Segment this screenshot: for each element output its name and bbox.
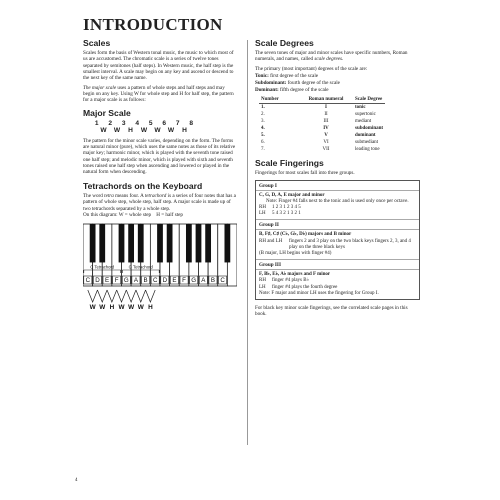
black-key <box>205 224 211 262</box>
degree-cell: subdominant <box>355 125 384 131</box>
group-3-body <box>256 270 419 299</box>
major-scale-numbers <box>90 120 237 127</box>
degree-cell: supertonic <box>355 111 376 117</box>
roman-cell: I <box>325 104 327 110</box>
number-cell: 3. <box>261 118 265 124</box>
rh-label: RH <box>259 205 266 211</box>
dominant-label: Dominant: <box>255 87 279 94</box>
step-label: W <box>128 304 135 312</box>
column-divider <box>247 40 248 445</box>
group-2-body <box>256 230 419 259</box>
group-1-lh <box>259 211 416 217</box>
group-1-note: Note: Finger #4 falls next to the tonic and is used only once per octave. <box>266 198 409 204</box>
step-label: H <box>148 304 153 312</box>
right-column <box>255 38 420 321</box>
major-scale-term: The major scale <box>83 84 117 91</box>
table-row <box>259 139 385 146</box>
group-3-rh-fingering: finger #4 plays B♭ <box>272 278 309 284</box>
tetrachord-term: tetrachord <box>144 192 167 199</box>
group-2-keys: B, F♯, C♯ (C♭, G♭, D♭) majors and B minor <box>259 232 352 238</box>
tetra-text-c: is a series of four notes that has a pattern of whole step, whole step, half step. A major scale is made up of two tetrachords separated by a whole step. <box>83 192 236 212</box>
degree-cell: submediant <box>355 140 379 146</box>
scale-step: W <box>140 126 148 134</box>
tetrachord-label: G Tetrachord <box>128 264 153 270</box>
scale-degrees-table <box>259 97 385 154</box>
tetrachords-paragraph-1 <box>83 193 237 212</box>
tetrachords-heading: Tetrachords on the Keyboard <box>83 180 203 191</box>
group-1-rh-fingering: 1 2 3 1 2 3 4 5 <box>272 205 301 211</box>
roman-cell: VII <box>322 147 330 153</box>
subdominant-text: fourth degree of the scale <box>286 80 340 87</box>
black-key <box>196 224 202 262</box>
note-name: F <box>182 277 186 285</box>
group-1-body <box>256 191 419 220</box>
note-name: D <box>95 277 100 285</box>
group-2-note: (B major, LH begins with finger #4) <box>259 251 332 257</box>
table-row <box>259 132 385 139</box>
scales-paragraph-2-text: uses a pattern of whole steps and half steps and may begin on any key. Using W for whole step and H for half step, the pattern for a major scale is as follows: <box>83 84 234 104</box>
scale-degrees-paragraph-2: The primary (most important) degrees of the scale are: <box>255 65 368 72</box>
roman-cell: V <box>324 133 328 139</box>
scale-number: 8 <box>189 119 194 127</box>
table-header-number: Number <box>259 97 299 104</box>
note-name: B <box>143 277 148 285</box>
rh-label: RH <box>259 278 266 284</box>
scale-step: W <box>113 126 121 134</box>
group-3-note: Note: F major and minor LH uses the fingering for Group I. <box>259 290 379 296</box>
subdominant-label: Subdominant: <box>255 80 287 87</box>
scale-number: 2 <box>108 119 113 127</box>
tetra-text-b: means four. A <box>113 192 145 199</box>
closing-paragraph: For black key minor scale fingerings, see the correlated scale pages in this book. <box>255 305 408 318</box>
number-cell: 6. <box>261 140 265 146</box>
step-label: H <box>109 304 115 312</box>
note-name: E <box>172 277 177 285</box>
table-header-degree: Scale Degree <box>353 97 385 104</box>
scale-step: W <box>167 126 175 134</box>
major-scale-steps <box>90 127 237 134</box>
black-key <box>128 224 134 262</box>
note-name: E <box>104 277 110 285</box>
black-key <box>186 224 192 262</box>
page-number: 4 <box>75 478 78 483</box>
number-cell: 2. <box>261 111 265 117</box>
black-key <box>99 224 105 262</box>
scale-number: 3 <box>121 119 126 127</box>
lh-label: LH <box>259 211 266 217</box>
step-connector <box>117 290 127 302</box>
scale-step: W <box>154 126 161 134</box>
tonic-label: Tonic: <box>255 73 269 80</box>
note-name: A <box>201 277 206 285</box>
note-name: G <box>191 277 197 285</box>
group-3-lh-fingering: finger #4 plays the fourth degree <box>272 284 338 290</box>
step-label: W <box>118 304 125 312</box>
table-row <box>259 146 385 153</box>
note-name: F <box>114 277 119 285</box>
note-name: C <box>85 277 91 285</box>
note-name: D <box>162 277 168 285</box>
degree-cell: leading tone <box>355 147 380 153</box>
major-scale-heading: Major Scale <box>83 107 131 118</box>
step-connector <box>88 290 98 302</box>
table-header-roman: Roman numeral <box>299 97 353 104</box>
step-connector <box>97 290 107 302</box>
table-row <box>259 111 385 118</box>
scale-step: H <box>182 126 187 134</box>
scale-number: 1 <box>94 119 99 127</box>
number-cell: 1. <box>261 104 265 110</box>
step-connector <box>126 290 136 302</box>
black-key <box>157 224 163 262</box>
step-connector <box>146 290 156 302</box>
group-1-keys: C, G, D, A, E major and minor <box>259 192 325 198</box>
tetrachords-paragraph-2: On this diagram: W = whole step H = half step <box>83 211 183 218</box>
degree-cell: mediant <box>355 118 372 124</box>
scale-degrees-heading: Scale Degrees <box>255 38 314 48</box>
group-3-keys: F, B♭, E♭, A♭ majors and F minor <box>259 272 331 278</box>
table-row <box>259 103 385 111</box>
roman-cell: IV <box>323 125 329 131</box>
minor-scale-paragraph: The pattern for the minor scale varies, depending on the form. The forms are natural minor (pure), which uses the same notes as those of its relative major key; harmonic minor, which is played with the seventh tone raised one half step; and melodic minor, which is played with sixth and seventh tones raised one half step when ascending and lowered or played in the natural form when descending. <box>83 137 236 176</box>
page-title: INTRODUCTION <box>83 15 223 34</box>
degree-cell: dominant <box>355 133 376 139</box>
group-2-rhlh <box>259 239 416 251</box>
step-label: W <box>99 304 106 312</box>
note-name: B <box>210 277 216 285</box>
step-label: W <box>89 304 96 312</box>
table-row <box>259 118 385 125</box>
scale-degrees-term: scale degrees <box>314 56 343 63</box>
scale-number: 6 <box>162 119 167 127</box>
degree-cell: tonic <box>355 104 366 110</box>
number-cell: 7. <box>261 147 265 153</box>
group-2-title: Group II <box>256 219 419 230</box>
note-name: C <box>220 277 225 285</box>
number-cell: 5. <box>261 133 265 139</box>
tonic-text: first degree of the scale <box>268 73 319 80</box>
scale-step: H <box>128 126 133 134</box>
dominant-text: fifth degree of the scale <box>278 87 329 94</box>
table-row <box>259 125 385 132</box>
tetrachord-label: C Tetrachord <box>90 264 115 270</box>
black-key <box>119 224 125 262</box>
keyboard-diagram <box>83 220 237 335</box>
step-label: W <box>137 304 144 312</box>
degrees-text-a: The seven tones of major and minor scales have specific numbers, Roman numerals, and names, called <box>255 50 408 63</box>
group-1-title: Group I <box>256 181 419 191</box>
scale-number: 7 <box>175 119 180 127</box>
group-1-lh-fingering: 5 4 3 2 1 3 2 1 <box>272 211 301 217</box>
left-column <box>83 38 237 335</box>
roman-cell: III <box>323 118 329 124</box>
black-key <box>167 224 173 262</box>
scale-fingerings-paragraph: Fingerings for most scales fall into three groups. <box>255 170 355 177</box>
step-connector <box>107 290 117 302</box>
scales-paragraph-1: Scales form the basis of Western tonal music, the music to which most of us are accustomed. The chromatic scale is a series of twelve tones separated by semitones (half steps). In Western music, the half step is the smallest interval. A scale may begin on any key and ascend or descend to the next key of the same name. <box>83 50 234 82</box>
scales-heading: Scales <box>83 38 111 48</box>
note-name: A <box>133 277 139 285</box>
dominant-definition <box>255 87 420 94</box>
scale-step: W <box>100 126 107 134</box>
step-connector <box>136 290 146 302</box>
scale-number: 4 <box>135 119 140 127</box>
note-name: G <box>123 277 129 285</box>
scale-fingerings-heading: Scale Fingerings <box>255 158 324 169</box>
group-3-title: Group III <box>256 259 419 270</box>
black-key <box>138 224 144 262</box>
degrees-text-b: . <box>342 56 344 63</box>
roman-cell: II <box>324 111 328 117</box>
number-cell: 4. <box>261 125 265 131</box>
tetra-text-a: The word <box>83 192 105 199</box>
group-2-rhlh-fingering: fingers 2 and 3 play on the two black keys fingers 2, 3, and 4 play on the three black keys <box>289 238 411 250</box>
scales-paragraph-2 <box>83 85 237 104</box>
scale-degrees-paragraph-1 <box>255 50 420 63</box>
black-key <box>224 224 230 262</box>
note-name: C <box>152 277 158 285</box>
scale-number: 5 <box>148 119 153 127</box>
black-key <box>90 224 96 262</box>
roman-cell: VI <box>323 140 329 146</box>
rh-and-lh-label: RH and LH <box>259 238 283 244</box>
lh-label: LH <box>259 284 266 290</box>
tetra-term: tetra <box>104 192 114 199</box>
fingering-groups-box <box>255 180 420 300</box>
